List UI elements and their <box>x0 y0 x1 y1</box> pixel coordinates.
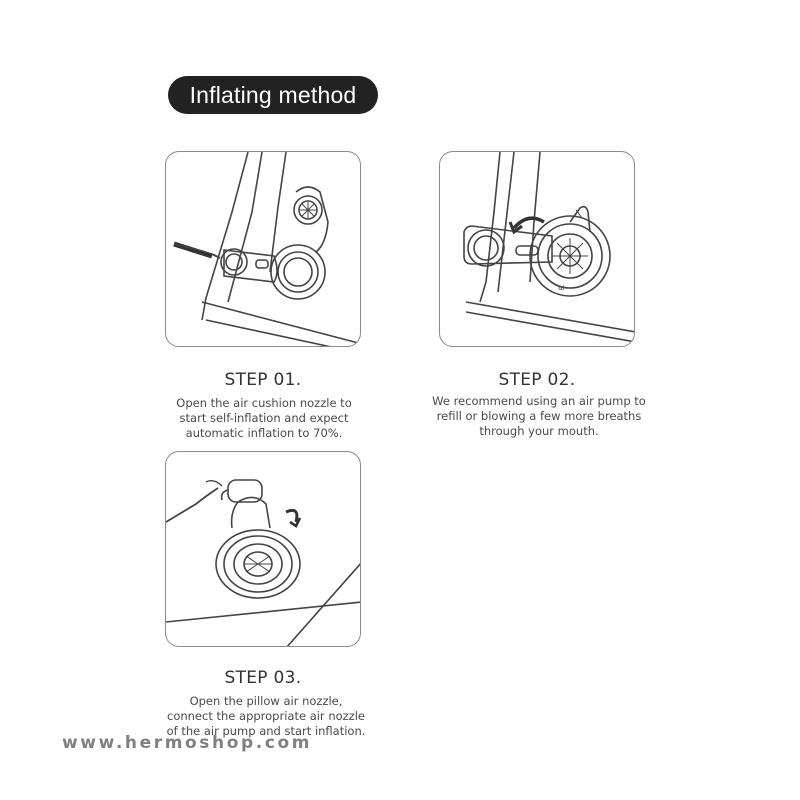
pillow-nozzle-icon <box>166 452 361 647</box>
step-01-line-2: start self-inflation and expect <box>179 411 349 425</box>
step-02-line-1: We recommend using an air pump to <box>432 394 646 408</box>
pump-valve-icon <box>440 152 635 347</box>
step-03-illustration <box>165 451 361 647</box>
step-01-illustration <box>165 151 361 347</box>
step-01-title: STEP 01. <box>224 370 302 390</box>
step-01-line-1: Open the air cushion nozzle to <box>176 396 352 410</box>
step-02-line-3: through your mouth. <box>479 424 599 438</box>
watermark: www.hermoshop.com <box>62 733 313 753</box>
step-03-title: STEP 03. <box>224 668 302 688</box>
svg-text:ω: ω <box>558 283 565 292</box>
page-title: Inflating method <box>168 76 378 114</box>
step-01-line-3: automatic inflation to 70%. <box>185 426 343 440</box>
nozzle-open-icon <box>166 152 361 347</box>
step-01-description <box>134 396 394 441</box>
step-03-line-2: connect the appropriate air nozzle <box>167 709 365 723</box>
step-02-line-2: refill or blowing a few more breaths <box>436 409 642 423</box>
step-03-line-1: Open the pillow air nozzle, <box>189 694 343 708</box>
step-02-title: STEP 02. <box>498 370 576 390</box>
step-03-line-3: of the air pump and start inflation. <box>166 724 366 738</box>
step-02-illustration <box>439 151 635 347</box>
step-02-description <box>409 394 669 439</box>
